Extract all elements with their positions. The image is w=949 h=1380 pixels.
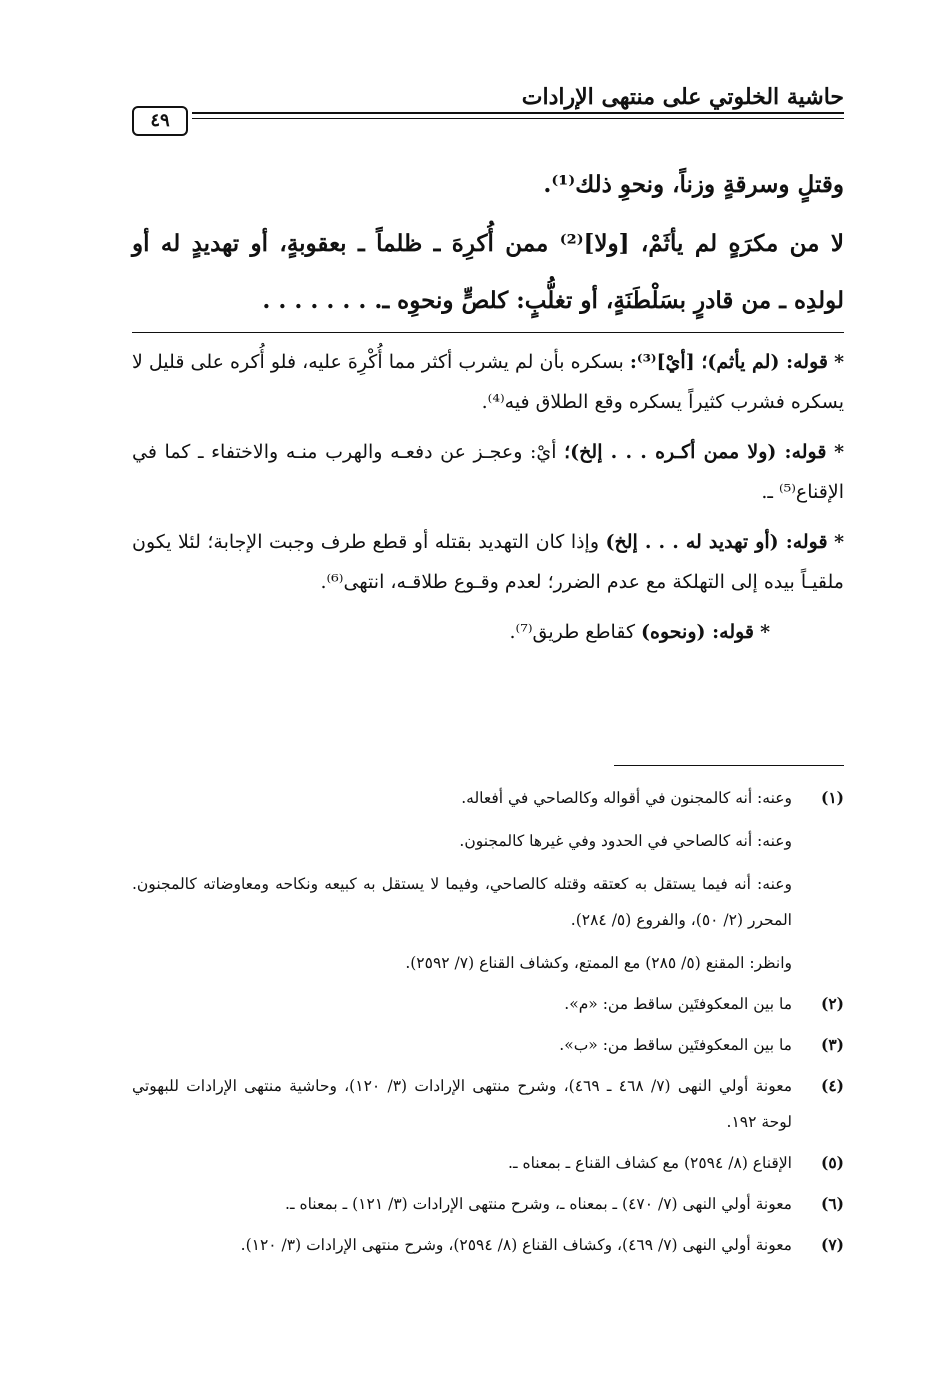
entry-star: * [834, 351, 844, 373]
entry-text: كقاطع طريق⁽⁷⁾. [509, 621, 642, 643]
footnote-body [132, 1027, 792, 1063]
footnote-number: (٧) [820, 1235, 844, 1254]
footnote-line: ما بين المعكوفتَين ساقط من: «م». [564, 995, 792, 1013]
main-text-paragraph: لا من مكرَهٍ لم يأثَمْ، [ولا]⁽²⁾ ممن أُكرِهَ ـ ظلماً ـ بعقوبةٍ، أو تهديدٍ له أو لولدِه ـ من قادرٍ بسَلْطَنَةٍ، أو تغلُّبٍ: كلصٍّ ونحوِه ـ. . . . . . . . [132, 230, 844, 314]
main-text [132, 156, 844, 329]
footnote-body [132, 1227, 792, 1263]
footnote-line: وانظر: المقنع (٥/ ٢٨٥) مع الممتع، وكشاف القناع (٧/ ٢٥٩٢). [405, 954, 792, 972]
footnote-divider [614, 765, 844, 766]
footnote-line: معونة أولي النهى (٧/ ٤٦٨ ـ ٤٦٩)، وشرح منتهى الإرادات (٣/ ١٢٠)، وحاشية منتهى الإرادات للبهوتي لوحة ١٩٢. [132, 1077, 792, 1131]
footnote-number: (٦) [820, 1194, 844, 1213]
footnote-number: (١) [820, 788, 844, 807]
entry-text: بسكره بأن لم يشرب أكثر مما أُكْرِهَ عليه، فلو أُكره على قليل لا يسكره فشرب كثيراً يسكره وقع الطلاق فيه⁽⁴⁾. [132, 351, 844, 413]
footnote-number: (٤) [820, 1076, 844, 1095]
entry-lead: قوله: (لم يأثم)؛ [أيْ]⁽³⁾: [629, 351, 828, 373]
commentary-entry [132, 432, 844, 512]
header-rule-thin [192, 118, 844, 119]
footnote [132, 1145, 844, 1181]
commentary [132, 342, 844, 662]
footnote [132, 986, 844, 1022]
main-text-line: وقتلٍ وسرقةٍ وزناً، ونحوِ ذلك⁽¹⁾. [543, 171, 844, 198]
commentary-entry [132, 612, 844, 652]
footnote-body [132, 1145, 792, 1181]
footnote-body [132, 1068, 792, 1140]
footnote-line: معونة أولي النهى (٧/ ٤٦٩)، وكشاف القناع (٨/ ٢٥٩٤)، وشرح منتهى الإرادات (٣/ ١٢٠). [240, 1236, 792, 1254]
footnote-body [132, 986, 792, 1022]
header-rule [192, 112, 844, 114]
running-title: حاشية الخلوتي على منتهى الإرادات [521, 84, 844, 110]
entry-lead: قوله: (ونحوه) [641, 621, 755, 643]
footnote-body [132, 780, 792, 981]
entry-lead: قوله: (ولا ممن أكـره . . . إلخ)؛ [564, 441, 827, 463]
commentary-entry [132, 522, 844, 602]
footnote-number: (٢) [820, 994, 844, 1013]
footnote-line: معونة أولي النهى (٧/ ٤٧٠) ـ بمعناه ـ، وشرح منتهى الإرادات (٣/ ١٢١) ـ بمعناه ـ. [285, 1195, 792, 1213]
footnote [132, 1186, 844, 1222]
footnote-line: وعنه: أنه فيما يستقل به كعتقه وقتله كالصاحي، وفيما لا يستقل به كبيعه ونكاحه ومعاوضاته كالمجنون. المحرر (٢/ ٥٠)، والفروع (٥/ ٢٨٤). [132, 875, 792, 929]
entry-star: * [760, 621, 770, 643]
footnote-number: (٥) [820, 1153, 844, 1172]
footnotes [132, 780, 844, 1268]
footnote [132, 1227, 844, 1263]
footnote-line: وعنه: أنه كالصاحي في الحدود وفي غيرها كالمجنون. [459, 832, 792, 850]
entry-lead: قوله: (أو تهديد له . . . إلخ) [605, 531, 828, 553]
footnote [132, 1027, 844, 1063]
footnote [132, 1068, 844, 1140]
commentary-entry [132, 342, 844, 422]
footnote-body [132, 1186, 792, 1222]
footnote [132, 780, 844, 981]
footnote-line: الإقناع (٨/ ٢٥٩٤) مع كشاف القناع ـ بمعناه ـ. [508, 1154, 792, 1172]
entry-text: أيْ: وعجـز عن دفعـه والهرب منـه والاختفاء ـ كما في الإقناع⁽⁵⁾ ـ. [132, 441, 844, 503]
page-header [132, 82, 844, 132]
page-number: ٤٩ [132, 106, 188, 136]
entry-star: * [834, 531, 845, 553]
footnote-line: ما بين المعكوفتَين ساقط من: «ب». [559, 1036, 792, 1054]
footnote-line: وعنه: أنه كالمجنون في أقواله وكالصاحي في أفعاله. [461, 789, 792, 807]
main-text-divider [132, 332, 844, 333]
footnote-number: (٣) [820, 1035, 844, 1054]
entry-star: * [834, 441, 844, 463]
entry-text: وإذا كان التهديد بقتله أو قطع طرف وجبت الإجابة؛ لئلا يكون ملقيـاً بيده إلى التهلكة مع عدم الضرر؛ لعدم وقـوع طلاقـه، انتهى⁽⁶⁾. [132, 531, 844, 593]
